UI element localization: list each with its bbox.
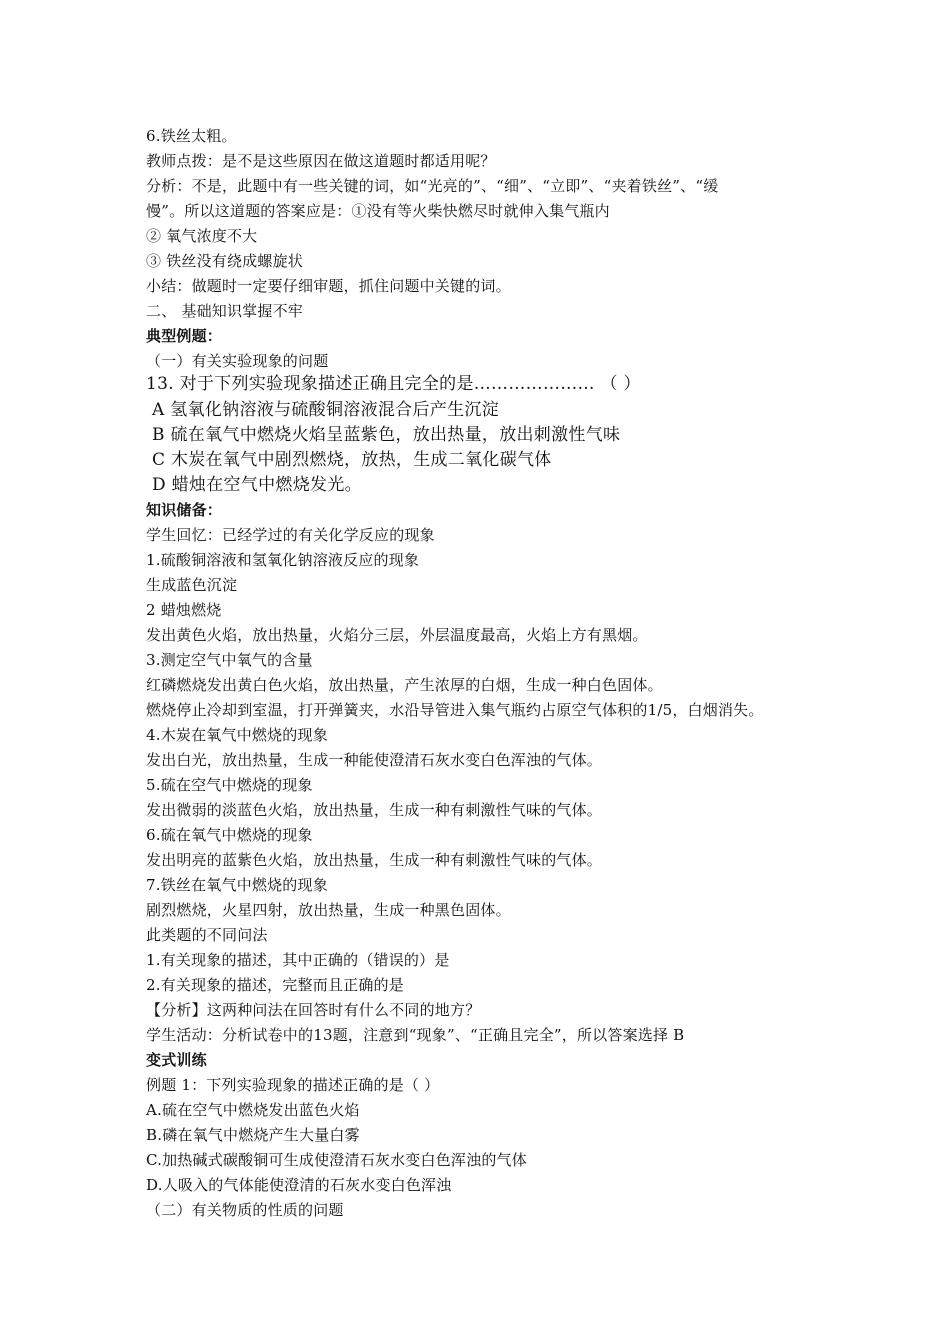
subsection-heading: 知识储备： — [146, 501, 223, 519]
question-13: 13. 对于下列实验现象描述正确且完全的是………………… （ ） — [146, 374, 641, 394]
text-line: 慢”。所以这道题的答案应是：①没有等火柴快燃尽时就伸入集气瓶内 — [146, 202, 610, 220]
question-option-d: D.人吸入的气体能使澄清的石灰水变白色浑浊 — [146, 1176, 452, 1194]
text-line: 例题 1：下列实验现象的描述正确的是（ ） — [146, 1076, 440, 1094]
text-line: 发出微弱的淡蓝色火焰，放出热量，生成一种有刺激性气味的气体。 — [146, 801, 603, 819]
text-line: （一）有关实验现象的问题 — [146, 352, 329, 370]
text-line: 小结：做题时一定要仔细审题，抓住问题中关键的词。 — [146, 277, 511, 295]
text-line: 1.硫酸铜溶液和氢氧化钠溶液反应的现象 — [146, 551, 420, 569]
subsection-heading: 变式训练 — [146, 1051, 207, 1069]
text-line: 学生回忆：已经学过的有关化学反应的现象 — [146, 526, 435, 544]
text-line: 6.铁丝太粗。 — [146, 127, 237, 145]
text-line: 7.铁丝在氧气中燃烧的现象 — [146, 876, 328, 894]
question-option-a: A 氢氧化钠溶液与硫酸铜溶液混合后产生沉淀 — [152, 400, 499, 420]
text-line: 1.有关现象的描述，其中正确的（错误的）是 — [146, 951, 450, 969]
text-line: 分析：不是，此题中有一些关键的词，如“光亮的”、“细”、“立即”、“夹着铁丝”、“缓 — [146, 177, 719, 195]
section-heading: 二、 基础知识掌握不牢 — [146, 302, 303, 320]
text-line: ③ 铁丝没有绕成螺旋状 — [146, 252, 303, 270]
text-line: 5.硫在空气中燃烧的现象 — [146, 776, 313, 794]
text-line: 此类题的不同问法 — [146, 926, 268, 944]
question-option-c: C 木炭在氧气中剧烈燃烧，放热，生成二氧化碳气体 — [152, 450, 552, 470]
question-option-b: B 硫在氧气中燃烧火焰呈蓝紫色，放出热量，放出刺激性气味 — [152, 425, 621, 445]
text-line: 发出明亮的蓝紫色火焰，放出热量，生成一种有刺激性气味的气体。 — [146, 851, 603, 869]
question-option-c: C.加热碱式碳酸铜可生成使澄清石灰水变白色浑浊的气体 — [146, 1151, 527, 1169]
text-line: 6.硫在氧气中燃烧的现象 — [146, 826, 313, 844]
text-line: 燃烧停止冷却到室温，打开弹簧夹，水沿导管进入集气瓶约占原空气体积的1/5，白烟消失。 — [146, 701, 764, 719]
text-line: 剧烈燃烧，火星四射，放出热量，生成一种黑色固体。 — [146, 901, 511, 919]
text-line: 红磷燃烧发出黄白色火焰，放出热量，产生浓厚的白烟，生成一种白色固体。 — [146, 676, 663, 694]
text-line: 发出白光，放出热量，生成一种能使澄清石灰水变白色浑浊的气体。 — [146, 751, 603, 769]
text-line: 发出黄色火焰，放出热量，火焰分三层，外层温度最高，火焰上方有黑烟。 — [146, 626, 648, 644]
text-line: 生成蓝色沉淀 — [146, 576, 238, 594]
question-option-d: D 蜡烛在空气中燃烧发光。 — [152, 475, 362, 495]
text-line: 2 蜡烛燃烧 — [146, 601, 222, 619]
text-line: 【分析】这两种问法在回答时有什么不同的地方？ — [146, 1001, 481, 1019]
text-line: 3.测定空气中氧气的含量 — [146, 651, 313, 669]
question-option-b: B.磷在氧气中燃烧产生大量白雾 — [146, 1126, 360, 1144]
text-line: （二）有关物质的性质的问题 — [146, 1201, 344, 1219]
text-line: 学生活动：分析试卷中的13题，注意到“现象”、“正确且完全”，所以答案选择 B — [146, 1026, 685, 1044]
text-line: 4.木炭在氧气中燃烧的现象 — [146, 726, 328, 744]
text-line: 教师点拨：是不是这些原因在做这道题时都适用呢？ — [146, 152, 496, 170]
text-line: ② 氧气浓度不大 — [146, 227, 258, 245]
subsection-heading: 典型例题： — [146, 327, 223, 345]
question-option-a: A.硫在空气中燃烧发出蓝色火焰 — [146, 1101, 360, 1119]
text-line: 2.有关现象的描述，完整而且正确的是 — [146, 976, 404, 994]
